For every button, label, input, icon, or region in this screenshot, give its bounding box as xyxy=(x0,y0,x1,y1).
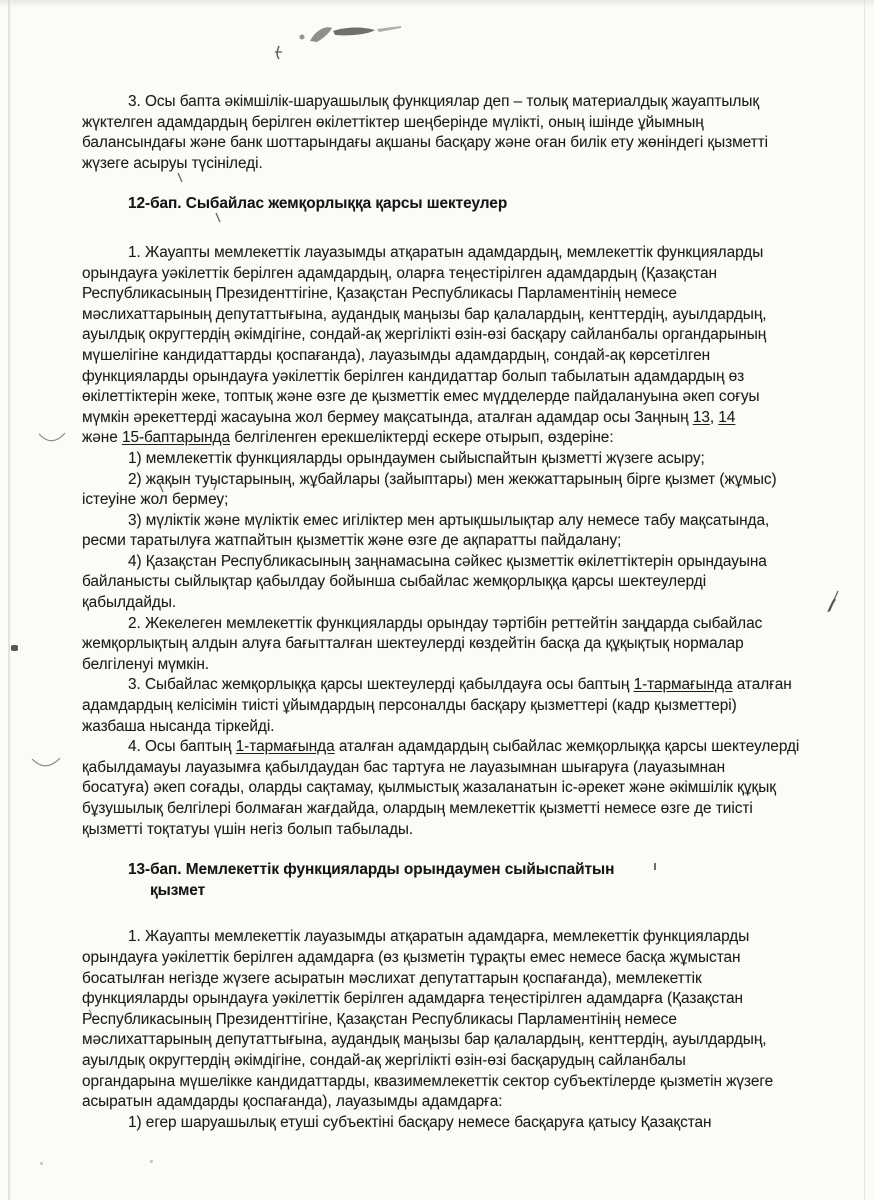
text-line xyxy=(82,428,796,449)
text-run: өкілеттіктерін жеке, топтық және өзге де қызметтік емес мүдделерде пайдалануына әкеп соғуы xyxy=(82,388,760,406)
text-line xyxy=(82,511,796,532)
law-reference: 14 xyxy=(718,408,736,426)
text-line xyxy=(82,133,796,154)
text-run: істеуіне жол бермеу; xyxy=(82,491,229,509)
text-run: мәслихаттарының депутаттығына, аудандық маңызы бар қалалардың, кенттердің, ауылдардың, xyxy=(82,305,767,323)
scan-speck-1 xyxy=(40,1162,43,1165)
article-12-clause-1-item-3 xyxy=(82,511,796,552)
text-line xyxy=(82,1030,796,1051)
text-run: орындауға уәкілеттік берілген адамдардың, оларға теңестірілген адамдардың (Қазақстан xyxy=(82,264,717,282)
text-run: босатылған негізде жүзеге асыратын мәслихат депутаттарын қоспағанда), мемлекеттік xyxy=(82,969,702,987)
text-line xyxy=(82,969,796,990)
text-line xyxy=(82,243,796,264)
text-run: жүктелген адамдардың берілген өкілеттіктер шеңберінде мүлікті, оның ішінде ұйымның xyxy=(82,113,704,131)
text-line xyxy=(82,1092,796,1113)
text-line xyxy=(82,881,796,902)
text-line xyxy=(82,655,796,676)
text-line xyxy=(82,634,796,655)
article-12-clause-1 xyxy=(82,243,796,449)
text-line xyxy=(82,737,800,758)
text-run: 12-бап. Сыбайлас жемқорлыққа қарсы шектеулер xyxy=(128,195,508,213)
text-run: және xyxy=(82,429,122,447)
text-run: органдарына мүшелікке кандидаттарды, квазимемлекеттік сектор субъектілерде қызметін жүзеге xyxy=(82,1072,774,1090)
text-run: 3) мүліктік және мүліктік емес игіліктер мен артықшылықтар алу немесе табу мақсатында, xyxy=(128,511,770,529)
text-line xyxy=(82,614,796,635)
pen-arc-left-1 xyxy=(38,430,66,448)
text-line xyxy=(82,367,796,388)
law-reference: 13 xyxy=(692,408,710,426)
text-run: босатуға) әкеп соғады, оларды сақтамау, қылмыстық жазаланатын іс-әрекет және әкімшілік құқық xyxy=(82,779,776,797)
text-run: жемқорлықтың алдын алуға бағытталған шектеулерді көздейтін басқа да құқықтық нормалар xyxy=(82,635,744,653)
text-run: белгіленген ерекшеліктерді ескере отырып, өздеріне: xyxy=(230,429,614,447)
text-line xyxy=(82,408,796,429)
article-12-clause-3 xyxy=(82,675,796,737)
text-run: Республикасының Президенттігіне, Қазақстан Республикасы Парламентінің немесе xyxy=(82,285,677,303)
text-line xyxy=(82,696,796,717)
text-run: байланысты сыйлықтар қабылдау бойынша сыбайлас жемқорлыққа қарсы шектеулерді xyxy=(82,573,707,591)
text-run: аталған xyxy=(732,676,792,694)
text-run: ауылдық округтердің әкімдігіне, сондай-ақ жергілікті өзін-өзі басқару сайланбалы органдарының xyxy=(82,326,767,344)
text-line xyxy=(82,1051,796,1072)
text-line xyxy=(82,531,796,552)
text-line xyxy=(82,1010,796,1031)
text-line xyxy=(82,758,796,779)
text-run: функцияларды орындауға уәкілеттік берілген адамдарға теңестірілген адамдарға (Қазақстан xyxy=(82,990,743,1008)
text-run: 4. Осы баптың xyxy=(128,738,236,756)
text-line xyxy=(82,194,796,215)
text-line xyxy=(82,387,796,408)
text-run: аталған адамдардың сыбайлас жемқорлыққа қарсы шектеулерді xyxy=(334,738,800,756)
text-run: функцияларды орындауға уәкілеттік берілген кандидаттар болып табылатын адамдардың өз xyxy=(82,367,745,385)
text-line xyxy=(82,346,796,367)
pen-mark-small-top xyxy=(272,44,286,62)
article-12-clause-2 xyxy=(82,614,796,676)
text-line xyxy=(82,989,796,1010)
text-line xyxy=(82,860,796,881)
text-line xyxy=(82,778,796,799)
text-run: 1) егер шаруашылық етуші субъектіні басқару немесе басқаруға қатысу Қазақстан xyxy=(128,1113,712,1131)
text-line xyxy=(82,927,796,948)
article-12-clause-4 xyxy=(82,737,800,840)
text-line xyxy=(82,113,796,134)
ink-smudge-top xyxy=(296,16,416,50)
text-run: 2) жақын туыстарының, жұбайлары (зайыптары) мен жекжаттарының бірге қызмет (жұмыс) xyxy=(128,470,777,488)
text-line xyxy=(82,264,796,285)
pen-arc-left-2 xyxy=(31,755,61,773)
text-line xyxy=(82,284,796,305)
text-run: қызметті тоқтатуы үшін негіз болып табылады. xyxy=(82,820,414,838)
article-12-clause-1-item-1 xyxy=(82,449,796,470)
article-13-clause-1 xyxy=(82,927,796,1112)
text-run: бұзушылық белгілері болмаған жағдайда, олардың мемлекеттік қызметті немесе өзге де тиісті xyxy=(82,800,753,817)
text-run: мүмкін әрекеттерді жасауына жол бермеу мақсатында, аталған адамдар осы Заңның xyxy=(82,408,693,426)
text-line xyxy=(82,92,796,113)
text-run: 4) Қазақстан Республикасының заңнамасына сәйкес қызметтік өкілеттіктерін орындауына xyxy=(128,552,767,570)
text-line xyxy=(82,325,796,346)
text-run: мәслихаттарының депутаттығына, аудандық маңызы бар қалалардың, кенттердің, ауылдардың, xyxy=(82,1031,767,1049)
text-run: мүшелігіне кандидаттарды қоспағанда), лауазымды адамдардың, сондай-ақ көрсетілген xyxy=(82,346,711,364)
page-left-edge-shadow xyxy=(8,0,10,1200)
text-line xyxy=(82,717,796,738)
text-run: қабылдайды. xyxy=(82,594,177,612)
text-run: адамдардың келісімін тиісті ұйымдардың персоналды басқару қызметтері (кадр қызметтері) xyxy=(82,697,737,715)
text-run: Республикасының Президенттігіне, Қазақстан Республикасы Парламентінің немесе xyxy=(82,1010,677,1028)
text-line xyxy=(82,154,796,175)
document-text-body xyxy=(82,92,800,1133)
pen-mark-right xyxy=(824,588,842,616)
text-line xyxy=(82,490,796,511)
text-run: ауылдық округтердің әкімдігіне, сондай-ақ жергілікті өзін-өзі басқарудың сайланбалы xyxy=(82,1051,686,1069)
text-line xyxy=(82,820,796,841)
text-run: қызмет xyxy=(150,881,206,899)
text-run: жазбаша нысанда тіркейді. xyxy=(82,717,275,735)
text-line xyxy=(82,572,796,593)
text-line xyxy=(82,1072,796,1093)
article-12-heading xyxy=(82,194,796,215)
text-line xyxy=(82,552,796,573)
text-line xyxy=(82,449,796,470)
text-run: 13-бап. Мемлекеттік функцияларды орындаумен сыйыспайтын xyxy=(128,861,615,879)
law-reference: 1-тармағында xyxy=(633,676,733,694)
text-run: орындауға уәкілеттік берілген адамдарға (өз қызметін тұрақты емес немесе басқа жұмыстан xyxy=(82,948,741,966)
law-reference: 15-баптарында xyxy=(121,429,230,447)
text-line xyxy=(82,948,796,969)
scan-speck-2 xyxy=(150,1160,153,1163)
text-run: жүзеге асыруы түсініледі. xyxy=(82,154,263,172)
text-line xyxy=(82,593,796,614)
text-run: 3. Сыбайлас жемқорлыққа қарсы шектеулерді қабылдауға осы баптың xyxy=(128,676,634,694)
article-13-heading xyxy=(82,860,796,901)
text-line xyxy=(82,305,796,326)
article-12-clause-1-item-4 xyxy=(82,552,796,614)
text-line xyxy=(82,470,796,491)
text-line xyxy=(82,1113,796,1134)
text-line xyxy=(82,675,796,696)
text-line xyxy=(82,799,796,820)
text-run: 1. Жауапты мемлекеттік лауазымды атқаратын адамдардың, мемлекеттік функцияларды xyxy=(128,243,764,261)
text-run: 1) мемлекеттік функцияларды орындаумен сыйыспайтын қызметті жүзеге асыру; xyxy=(128,449,705,467)
article-12-clause-1-item-2 xyxy=(82,470,796,511)
text-run: балансындағы және банк шоттарындағы ақшаны басқару және оған билік ету жөніндегі қызметті xyxy=(82,134,769,152)
text-run: ресми таратылуға жатпайтын қызметтік және өзге де ақпаратты пайдалану; xyxy=(82,532,622,550)
law-reference: 1-тармағында xyxy=(235,738,335,756)
text-run: 3. Осы бапта әкімшілік-шаруашылық функциялар деп – толық материалдық жауаптылық xyxy=(128,93,760,110)
article-13-clause-1-item-1 xyxy=(82,1113,796,1134)
text-run: , xyxy=(709,408,719,426)
article-11-clause-3 xyxy=(82,92,796,174)
text-run: 2. Жекелеген мемлекеттік функцияларды орындау тәртібін реттейтін заңдарда сыбайлас xyxy=(128,614,763,632)
text-run: белгіленуі мүмкін. xyxy=(82,655,210,673)
ink-blob-left xyxy=(11,645,18,651)
text-run: қабылдамауы лауазымға қабылдаудан бас тартуға не лауазымнан шығаруға (лауазымнан xyxy=(82,758,726,776)
text-run: 1. Жауапты мемлекеттік лауазымды атқаратын адамдарға, мемлекеттік функцияларды xyxy=(128,928,750,946)
page-right-edge-shadow xyxy=(864,0,865,1200)
text-run: асыратын адамдарды қоспағанда), лауазымды адамдарға: xyxy=(82,1093,503,1111)
